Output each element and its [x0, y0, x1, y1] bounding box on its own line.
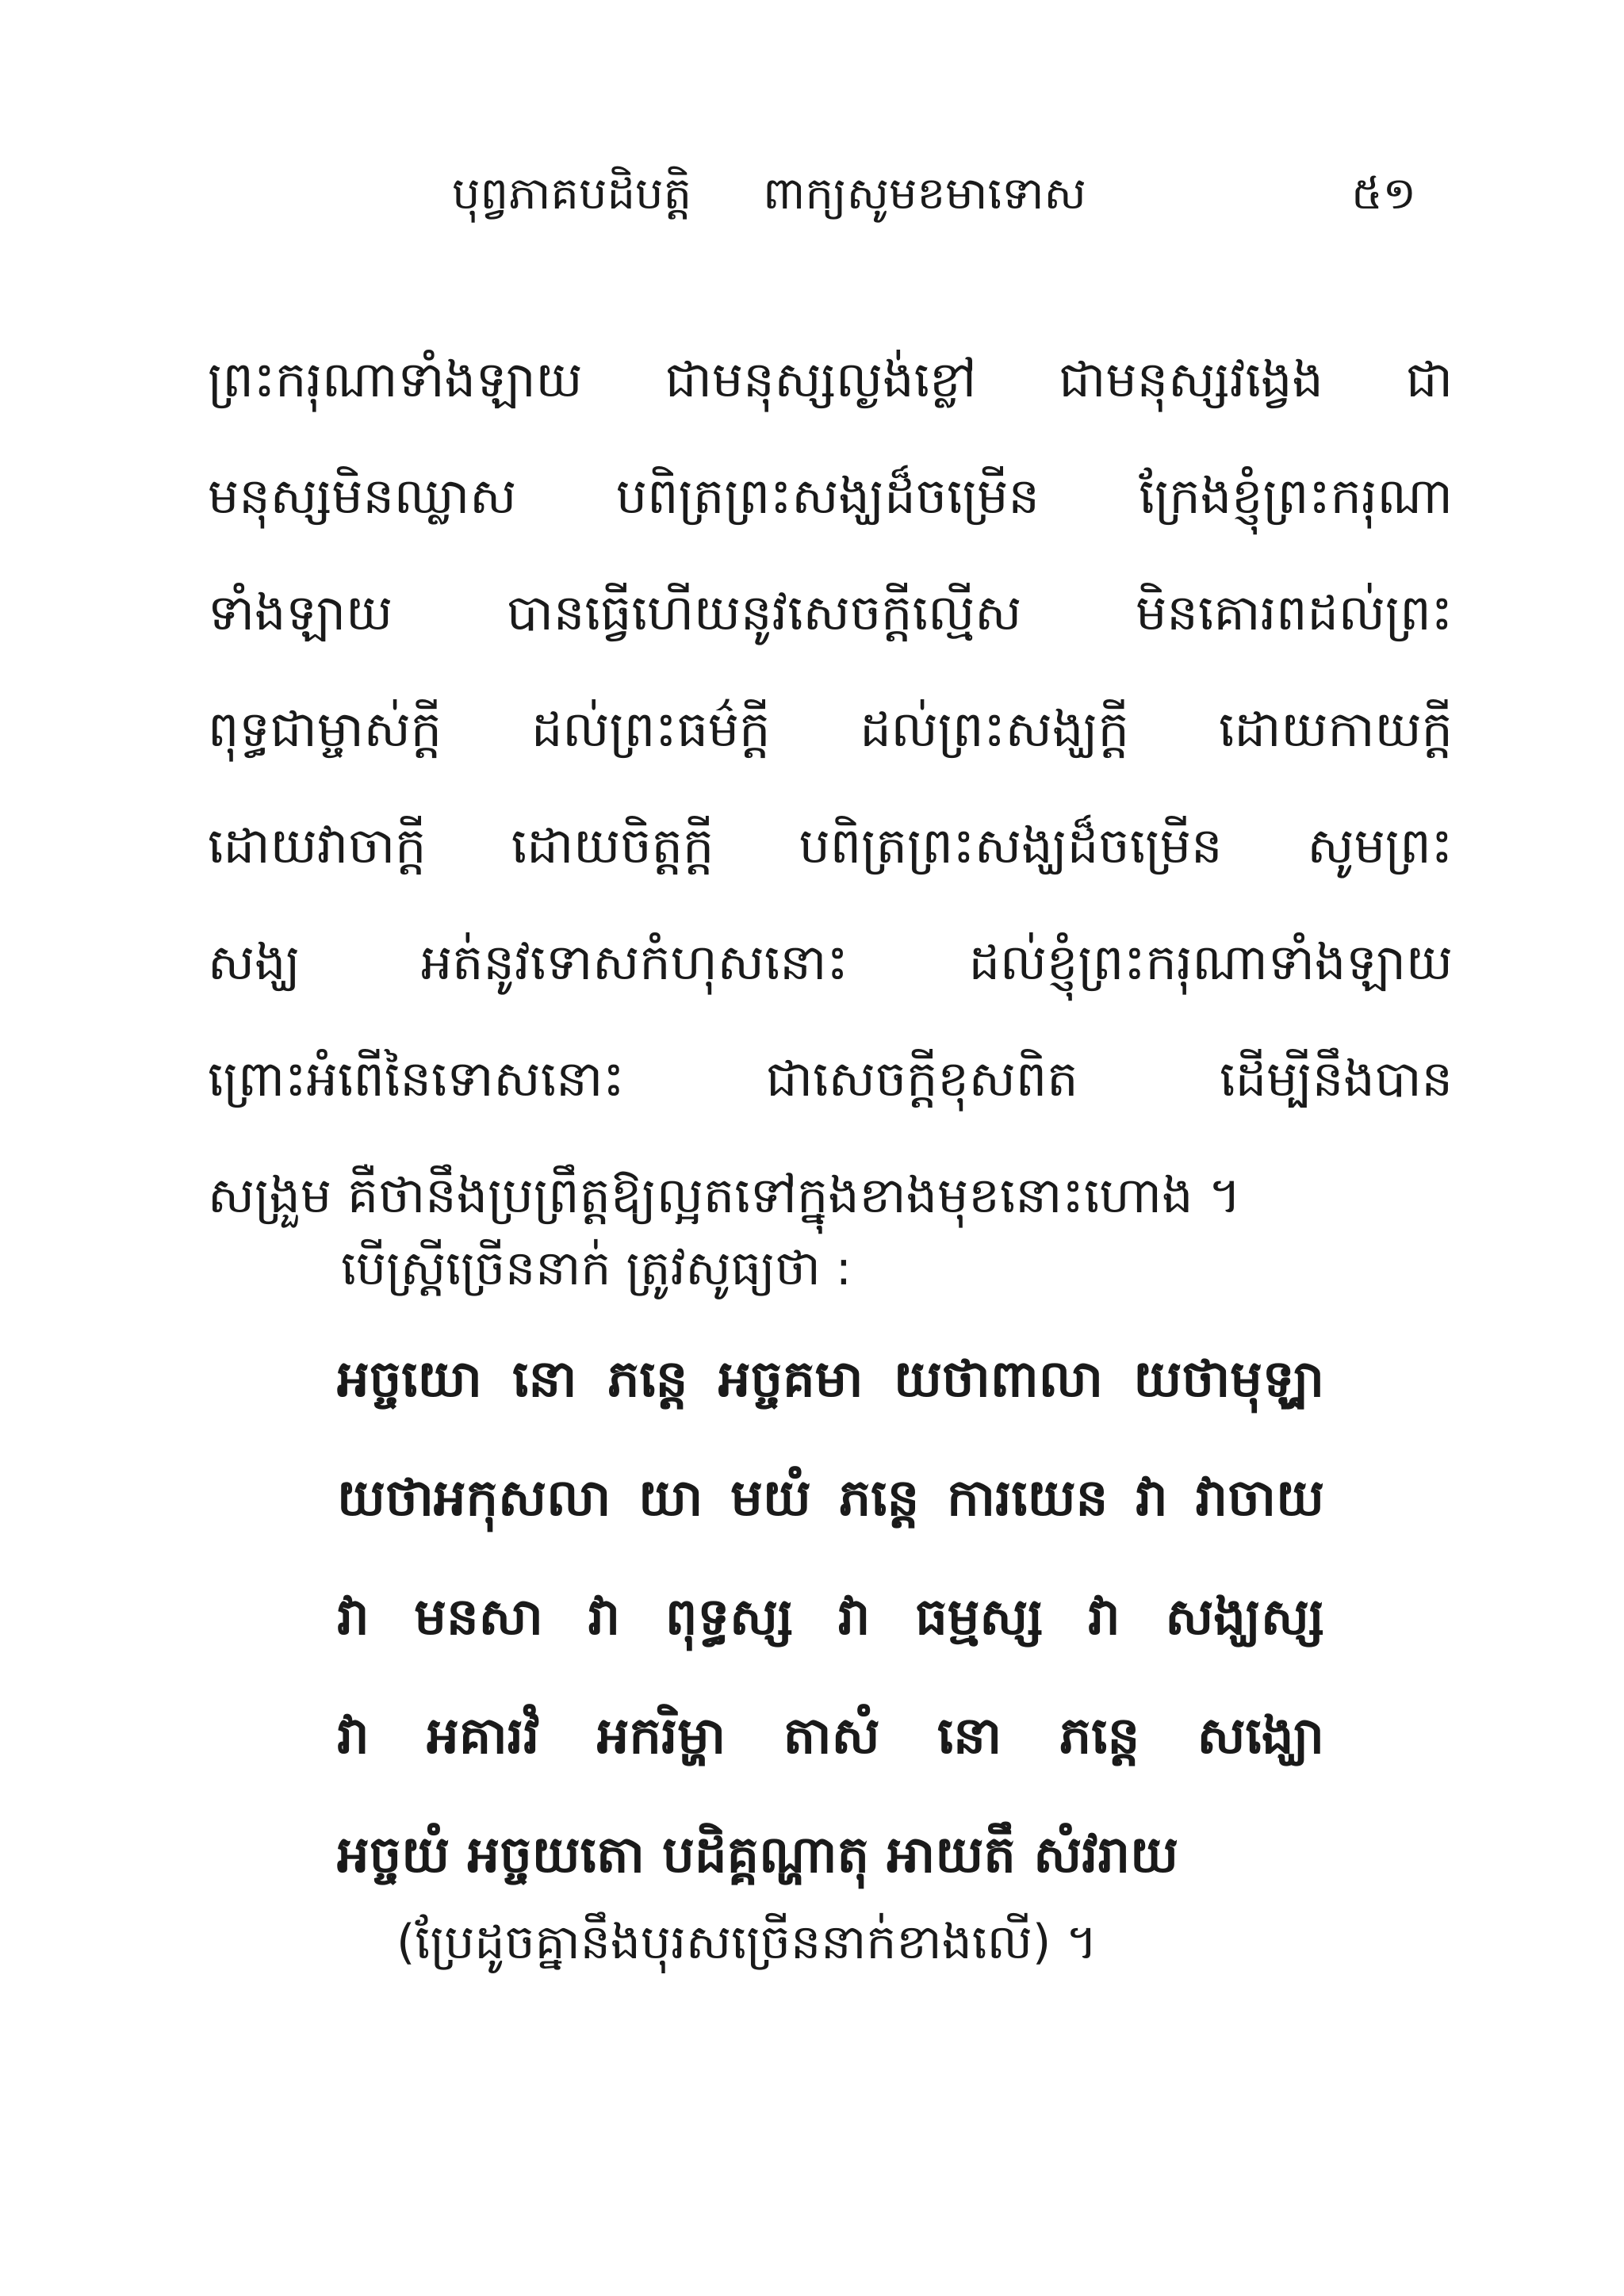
word: ធម្មស្ស — [915, 1588, 1044, 1647]
word: ដល់ព្រះសង្ឃក្តី — [860, 700, 1129, 758]
word: មនសា — [414, 1588, 543, 1647]
word: មនុស្សមិនឈ្លាស — [208, 467, 517, 525]
word: ទាំងឡាយ — [208, 584, 393, 641]
body-line — [208, 904, 1453, 1020]
word: ភន្តេ — [607, 1350, 688, 1409]
word: ជាមនុស្សល្ងង់ខ្លៅ — [665, 350, 977, 408]
word: បពិត្រព្រះសង្ឃដ៏ចម្រើន — [799, 817, 1223, 874]
word: មយំ — [730, 1469, 811, 1528]
word: តាសំ — [783, 1707, 880, 1766]
word: អត់នូវទោសកំហុសនោះ — [420, 933, 848, 991]
word: ដល់ព្រះធម៌ក្តី — [530, 700, 771, 758]
instruction-line: បើស្ត្រីច្រើននាក់ ត្រូវសូធ្យថា : — [341, 1241, 852, 1296]
running-title — [452, 151, 1086, 238]
body-line — [208, 321, 1453, 438]
pali-line — [337, 1677, 1324, 1796]
word: សង្ឃ — [208, 933, 301, 991]
word: សង្ឃោ — [1197, 1707, 1324, 1766]
word: អករិម្ហា — [596, 1707, 726, 1766]
body-line: សង្រួម គឺថានឹងប្រព្រឹត្តឱ្យល្អតទៅក្នុងខាងមុខនោះហោង ។ — [208, 1166, 1242, 1224]
body-line — [208, 1020, 1453, 1137]
word: ដោយចិត្តក្តី — [511, 817, 714, 874]
word: មិនគោរពដល់ព្រះ — [1136, 584, 1453, 641]
word: នោ — [936, 1707, 1002, 1766]
word: វា — [337, 1707, 370, 1766]
page-number: ៥១ — [1350, 168, 1416, 220]
word: ព្រោះអំពើនៃទោសនោះ — [208, 1050, 625, 1108]
word: វា — [1136, 1469, 1168, 1528]
body-line — [208, 438, 1453, 554]
word: ដោយកាយក្តី — [1218, 700, 1453, 758]
body-line — [208, 671, 1453, 787]
word: វាចាយ — [1195, 1469, 1324, 1528]
translation-note: (ប្រែដូចគ្នានឹងបុរសច្រើននាក់ខាងលើ) ។ — [396, 1915, 1097, 1970]
word: យថាអកុសលា — [337, 1469, 611, 1528]
word: ជា — [1405, 350, 1453, 408]
word: អច្ចយោ — [337, 1350, 482, 1409]
word: ដើម្បីនឹងបាន — [1220, 1050, 1453, 1108]
running-header — [0, 151, 1624, 238]
word: យា — [638, 1469, 703, 1528]
word: ពុទ្ធជាម្ចាស់ក្តី — [208, 700, 442, 758]
word: បពិត្រព្រះសង្ឃដ៏ចម្រើន — [615, 467, 1040, 525]
word: វា — [837, 1588, 871, 1647]
word: យថាមុឡ្ហា — [1133, 1350, 1324, 1409]
body-line — [208, 787, 1453, 904]
body-paragraph — [208, 321, 1453, 1253]
word: ដល់ខ្ញុំព្រះករុណាទាំងឡាយ — [968, 933, 1453, 991]
word: សូមព្រះ — [1307, 817, 1453, 874]
pali-line: អច្ចយំ អច្ចយតោ បដិគ្គណ្ហាតុ អាយតឹ សំវរាយ — [337, 1826, 1178, 1885]
word: នោ — [512, 1350, 577, 1409]
pali-line — [337, 1320, 1324, 1439]
word: ការយេន — [947, 1469, 1109, 1528]
word: ជាមនុស្សវង្វេង — [1059, 350, 1323, 408]
word: ភន្តេ — [838, 1469, 920, 1528]
word: ជាសេចក្តីខុសពិត — [766, 1050, 1078, 1108]
word: យថាពាលា — [893, 1350, 1103, 1409]
word: ដោយវាចាក្តី — [208, 817, 427, 874]
word: ក្រែងខ្ញុំព្រះករុណា — [1139, 467, 1453, 525]
word: ព្រះករុណាទាំងឡាយ — [208, 350, 583, 408]
pali-line — [337, 1439, 1324, 1558]
word: សង្ឃស្ស — [1165, 1588, 1324, 1647]
running-title-chapter: ពាក្យសូមខមាទោស — [763, 168, 1086, 220]
word: អច្ចគមា — [718, 1350, 864, 1409]
word: វា — [1088, 1588, 1120, 1647]
word: វា — [588, 1588, 621, 1647]
pali-verse — [337, 1320, 1324, 1915]
body-line — [208, 554, 1453, 671]
word: វា — [337, 1588, 370, 1647]
word: បានធ្វើហើយនូវសេចក្តីល្មើស — [506, 584, 1022, 641]
word: ភន្តេ — [1059, 1707, 1140, 1766]
word: អគារវំ — [427, 1707, 540, 1766]
running-title-section: បុព្វភាគបដិបត្តិ — [452, 168, 692, 220]
word: ពុទ្ធស្ស — [665, 1588, 794, 1647]
pali-line — [337, 1558, 1324, 1677]
